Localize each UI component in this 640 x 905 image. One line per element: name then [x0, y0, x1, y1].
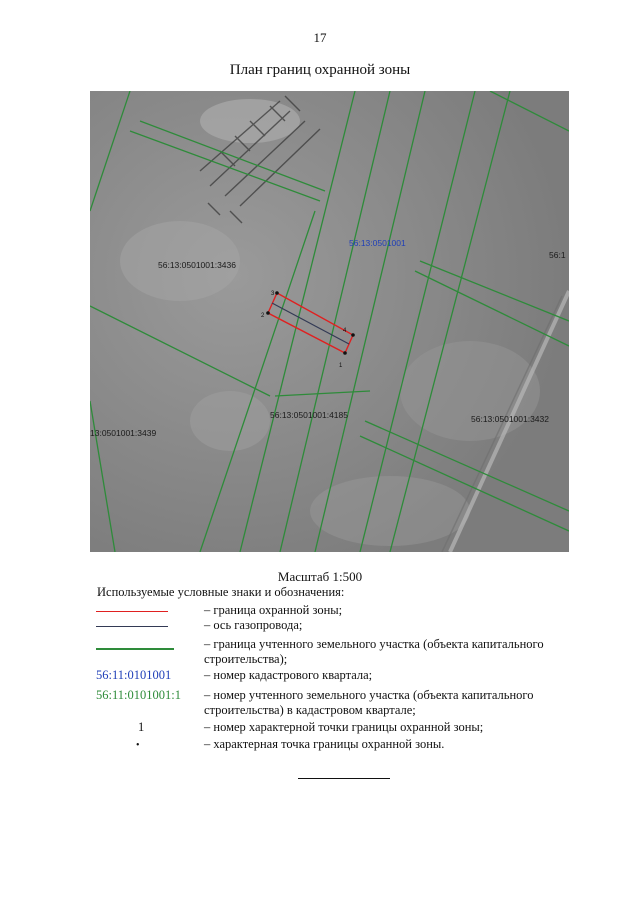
map-scale: Масштаб 1:500	[277, 569, 363, 584]
pipeline-axis-symbol	[96, 626, 168, 627]
point-label-1: 1	[339, 363, 343, 369]
quarter-number-symbol: 56:11:0101001	[96, 668, 172, 682]
parcel-label: 13:0501001:3439	[90, 428, 157, 438]
point-dot-symbol: •	[136, 740, 140, 751]
map-view[interactable]	[90, 91, 569, 552]
boundary-point	[266, 311, 270, 315]
legend-desc: – граница учтенного земельного участка (объекта капитального строительства);	[204, 637, 544, 666]
legend-desc: – номер учтенного земельного участка (объекта капитального строительства) в кадастровом квартале;	[204, 688, 534, 717]
point-label-2: 2	[261, 313, 265, 319]
boundary-point	[351, 333, 355, 337]
legend-desc: – ось газопровода;	[204, 618, 303, 632]
legend-desc: – номер характерной точки границы охранной зоны;	[204, 720, 484, 734]
legend-desc: – характерная точка границы охранной зоны.	[204, 737, 445, 751]
point-label-4: 4	[343, 328, 347, 334]
legend-desc: – граница охранной зоны;	[204, 603, 343, 617]
legend-title: Используемые условные знаки и обозначения:	[97, 585, 345, 599]
legend-desc: – номер кадастрового квартала;	[204, 668, 373, 682]
parcel-label: 56:13:0501001:3436	[158, 260, 236, 270]
boundary-point	[343, 351, 347, 355]
quarter-label: 56:13:0501001	[349, 238, 406, 248]
parcel-number-symbol: 56:11:0101001:1	[96, 688, 181, 702]
parcel-boundary-symbol	[96, 648, 174, 650]
point-label-3: 3	[271, 291, 275, 297]
parcel-label: 56:1	[549, 250, 566, 260]
parcel-label: 56:13:0501001:4185	[270, 410, 348, 420]
footer-divider	[298, 778, 390, 779]
page-number: 17	[313, 30, 327, 45]
boundary-point	[275, 291, 279, 295]
point-number-symbol: 1	[138, 720, 145, 734]
zone-boundary-symbol	[96, 611, 168, 612]
page-title: План границ охранной зоны	[229, 62, 411, 78]
parcel-label: 56:13:0501001:3432	[471, 414, 549, 424]
